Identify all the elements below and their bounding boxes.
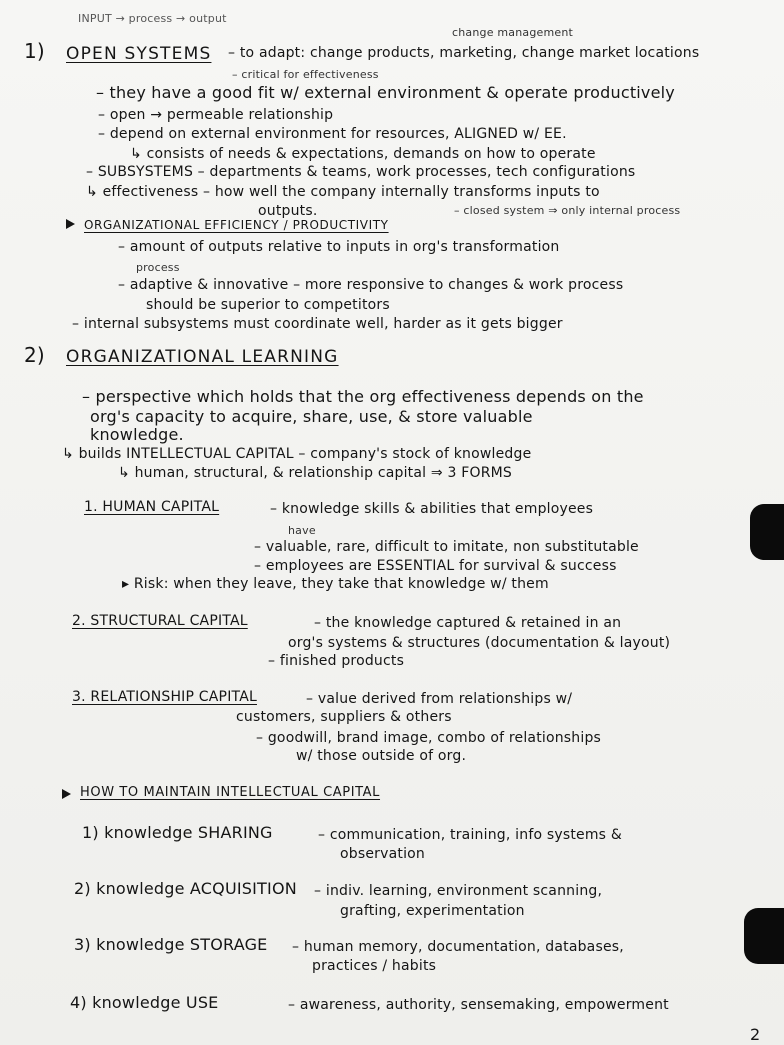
open-systems-line-7: ↳ effectiveness – how well the company internally transforms inputs to	[86, 184, 600, 200]
human-capital-line-1b: have	[288, 524, 316, 537]
org-learning-line-5: ↳ human, structural, & relationship capital ⇒ 3 FORMS	[118, 465, 512, 481]
open-systems-line-1: – to adapt: change products, marketing, change market locations	[228, 45, 700, 61]
structural-capital-title: 2. STRUCTURAL CAPITAL	[72, 613, 248, 629]
knowledge-storage-line-2: practices / habits	[312, 958, 437, 974]
page-number: 2	[750, 1025, 761, 1044]
relationship-capital-line-1: – value derived from relationships w/	[306, 691, 573, 707]
open-systems-line-1b: – critical for effectiveness	[232, 68, 379, 81]
org-learning-line-3: knowledge.	[90, 425, 184, 444]
org-efficiency-line-1b: process	[136, 261, 180, 274]
knowledge-acquisition-label: 2) knowledge ACQUISITION	[74, 879, 297, 898]
relationship-capital-line-2: – goodwill, brand image, combo of relationships	[256, 730, 602, 746]
org-efficiency-line-3: – internal subsystems must coordinate well, harder as it gets bigger	[72, 316, 563, 332]
knowledge-use-line-1: – awareness, authority, sensemaking, empowerment	[288, 997, 669, 1013]
bullet-arrow-icon	[62, 789, 71, 799]
open-systems-line-6: – SUBSYSTEMS – departments & teams, work processes, tech configurations	[86, 164, 636, 180]
structural-capital-line-1b: org's systems & structures (documentation & layout)	[288, 635, 671, 651]
human-capital-line-3: – employees are ESSENTIAL for survival & success	[254, 558, 617, 574]
org-efficiency-line-1: – amount of outputs relative to inputs in org's transformation	[118, 239, 560, 255]
section-1-title: OPEN SYSTEMS	[66, 44, 212, 64]
knowledge-sharing-line-1: – communication, training, info systems &	[318, 827, 622, 843]
open-systems-line-8b: – closed system ⇒ only internal process	[454, 204, 681, 217]
org-efficiency-title: ORGANIZATIONAL EFFICIENCY / PRODUCTIVITY	[84, 218, 389, 232]
bullet-arrow-icon	[66, 219, 75, 229]
section-2-title: ORGANIZATIONAL LEARNING	[66, 347, 339, 367]
org-learning-line-2: org's capacity to acquire, share, use, & store valuable	[90, 407, 533, 426]
human-capital-line-1: – knowledge skills & abilities that employees	[270, 501, 594, 517]
open-systems-line-3: – open → permeable relationship	[98, 107, 334, 123]
section-1-number: 1)	[24, 39, 45, 63]
org-learning-line-1: – perspective which holds that the org effectiveness depends on the	[82, 387, 644, 406]
open-systems-line-5: ↳ consists of needs & expectations, demands on how to operate	[130, 146, 596, 162]
relationship-capital-title: 3. RELATIONSHIP CAPITAL	[72, 689, 257, 705]
index-tab-marker	[744, 908, 784, 964]
org-learning-line-4: ↳ builds INTELLECTUAL CAPITAL – company's stock of knowledge	[62, 446, 532, 462]
relationship-capital-line-2b: w/ those outside of org.	[296, 748, 467, 764]
knowledge-acquisition-line-1: – indiv. learning, environment scanning,	[314, 883, 603, 899]
open-systems-line-2: – they have a good fit w/ external environment & operate productively	[96, 83, 675, 102]
open-systems-line-4: – depend on external environment for resources, ALIGNED w/ EE.	[98, 126, 567, 142]
human-capital-risk: ▸ Risk: when they leave, they take that knowledge w/ them	[122, 576, 549, 592]
knowledge-use-label: 4) knowledge USE	[70, 993, 219, 1012]
structural-capital-line-1: – the knowledge captured & retained in an	[314, 615, 622, 631]
knowledge-sharing-label: 1) knowledge SHARING	[82, 823, 273, 842]
knowledge-storage-label: 3) knowledge STORAGE	[74, 935, 268, 954]
top-note: INPUT → process → output	[78, 12, 227, 25]
org-efficiency-line-2b: should be superior to competitors	[146, 297, 390, 313]
structural-capital-line-2: – finished products	[268, 653, 405, 669]
open-systems-line-8a: outputs.	[258, 203, 318, 219]
maintain-capital-title: HOW TO MAINTAIN INTELLECTUAL CAPITAL	[80, 785, 381, 800]
section-2-number: 2)	[24, 343, 45, 367]
relationship-capital-line-1b: customers, suppliers & others	[236, 709, 452, 725]
knowledge-storage-line-1: – human memory, documentation, databases,	[292, 939, 624, 955]
human-capital-line-2: – valuable, rare, difficult to imitate, non substitutable	[254, 539, 639, 555]
human-capital-title: 1. HUMAN CAPITAL	[84, 499, 220, 515]
org-efficiency-line-2: – adaptive & innovative – more responsive to changes & work process	[118, 277, 624, 293]
knowledge-sharing-line-2: observation	[340, 846, 425, 862]
index-tab-marker	[750, 504, 784, 560]
change-management-note: change management	[452, 26, 574, 39]
knowledge-acquisition-line-2: grafting, experimentation	[340, 903, 525, 919]
